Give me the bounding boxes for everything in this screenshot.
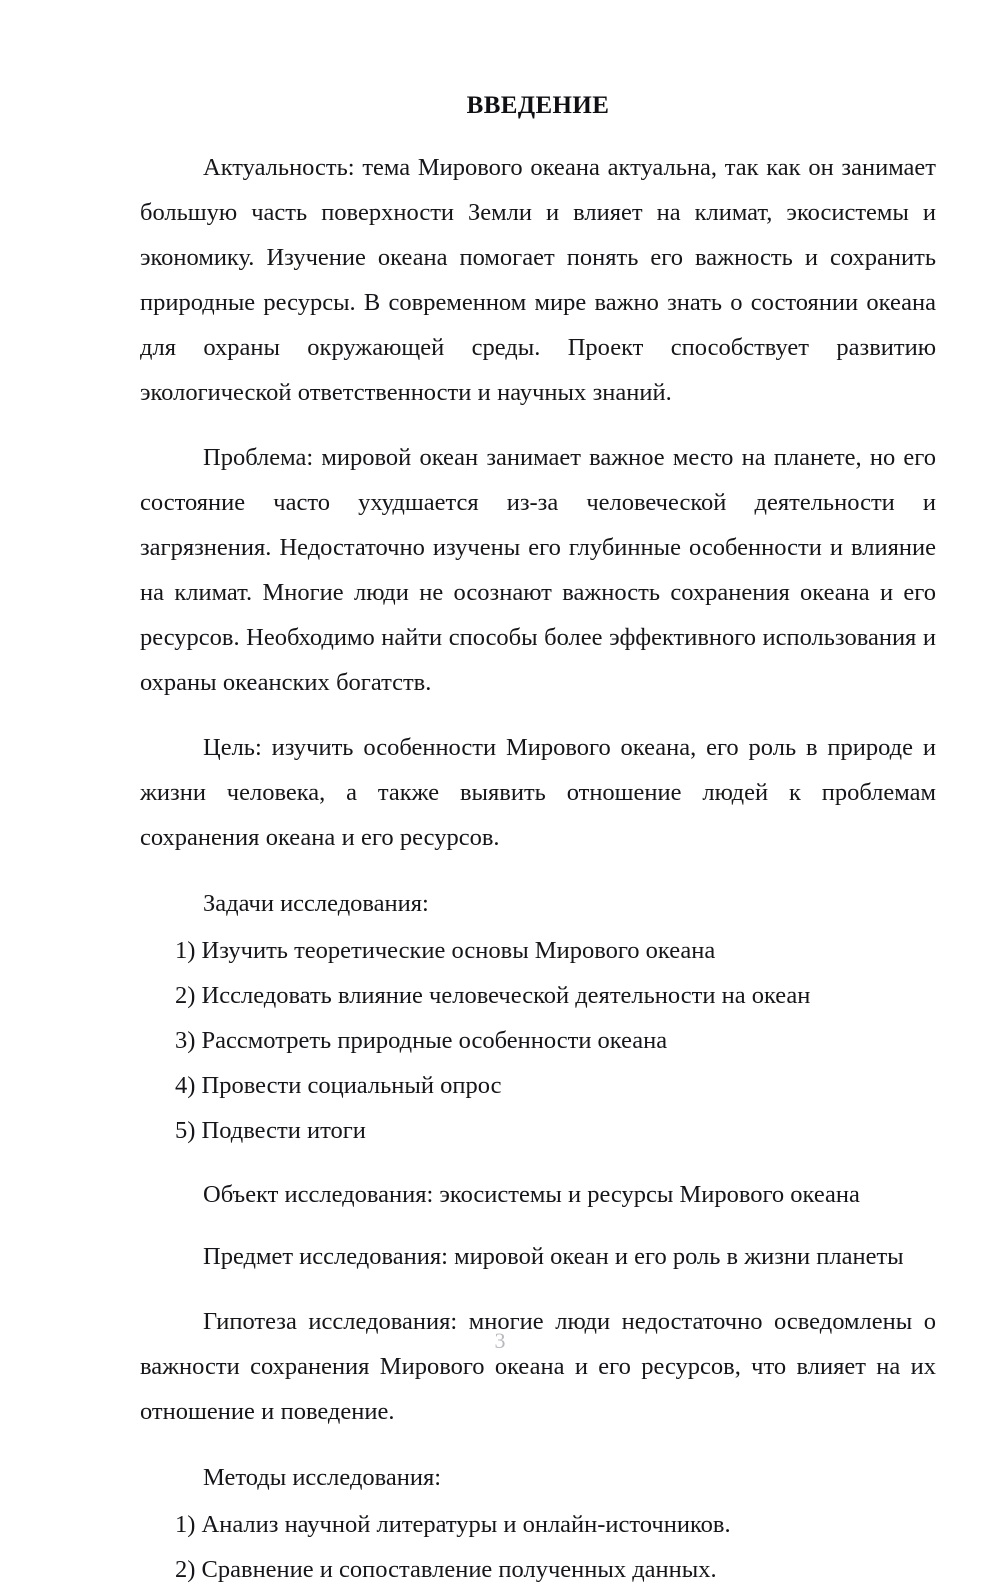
subject-of-research: Предмет исследования: мировой океан и его роль в жизни планеты xyxy=(203,1243,904,1271)
paragraph-problem: Проблема: мировой океан занимает важное место на планете, но его состояние часто ухудшается из-за человеческой деятельности и загрязнения. Недостаточно изучены его глубинные особенности и влияние на климат. Многие люди не осознают важность сохранения океана и его ресурсов. Необходимо найти способы более эффективного использования и охраны океанских богатств. xyxy=(140,444,936,697)
page-title: ВВЕДЕНИЕ xyxy=(466,92,610,119)
page-content xyxy=(140,0,936,1592)
methods-list xyxy=(140,1500,936,1592)
list-item: 3) Рассмотреть природные особенности океана xyxy=(175,1027,668,1055)
list-item: 1) Изучить теоретические основы Мирового океана xyxy=(175,937,716,965)
paragraph-relevance: Актуальность: тема Мирового океана актуальна, так как он занимает большую часть поверхности Земли и влияет на климат, экосистемы и экономику. Изучение океана помогает понять его важность и сохранить природные ресурсы. В современном мире важно знать о состоянии океана для охраны окружающей среды. Проект способствует развитию экологической ответственности и научных знаний. xyxy=(140,154,936,407)
page-number: 3 xyxy=(494,1328,506,1353)
list-item: 5) Подвести итоги xyxy=(175,1117,366,1145)
tasks-heading: Задачи исследования: xyxy=(203,890,429,918)
list-item: 2) Сравнение и сопоставление полученных данных. xyxy=(175,1556,717,1584)
methods-heading: Методы исследования: xyxy=(203,1464,442,1492)
object-of-research: Объект исследования: экосистемы и ресурсы Мирового океана xyxy=(203,1181,860,1209)
list-item: 4) Провести социальный опрос xyxy=(175,1072,502,1100)
list-item: 2) Исследовать влияние человеческой деятельности на океан xyxy=(175,982,811,1010)
list-item: 1) Анализ научной литературы и онлайн-источников. xyxy=(175,1511,731,1539)
tasks-list xyxy=(140,926,936,1153)
paragraph-goal: Цель: изучить особенности Мирового океана, его роль в природе и жизни человека, а также выявить отношение людей к проблемам сохранения океана и его ресурсов. xyxy=(140,734,936,852)
paragraph-hypothesis: Гипотеза исследования: многие люди недостаточно осведомлены о важности сохранения Мирового океана и его ресурсов, что влияет на их отношение и поведение. xyxy=(140,1308,936,1426)
